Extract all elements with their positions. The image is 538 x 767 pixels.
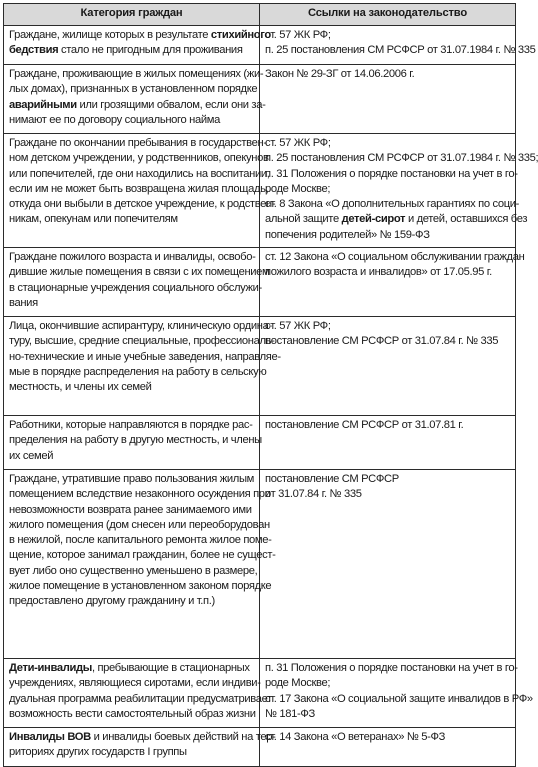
- category-line: [9, 350, 281, 365]
- text-run: возможность вести самостоятельный образ жизни: [9, 707, 256, 720]
- legislation-line: ст. 17 Закона «О социальной защите инвалидов в РФ»: [265, 692, 533, 705]
- category-line: [9, 43, 254, 58]
- category-cell: [4, 65, 266, 134]
- legislation-line: роде Москве;: [265, 677, 331, 690]
- bold-term: Дети-инвалиды: [9, 662, 92, 674]
- category-line: [9, 265, 270, 280]
- legislation-line: постановление СМ РСФСР от 31.07.84 г. № 335: [265, 335, 499, 348]
- category-line: [9, 98, 266, 113]
- housing-categories-table: [3, 3, 538, 767]
- category-line: [9, 212, 254, 227]
- text-run: вует либо оно существенно уменьшено в размере,: [9, 564, 258, 577]
- bold-term: стихийного: [210, 29, 271, 41]
- text-run: откуда они выбыли в детское учреждение, к родствен-: [9, 198, 276, 211]
- category-line: [9, 113, 254, 128]
- legislation-line: п. 25 постановления СМ РСФСР от 31.07.1984 г. № 335;: [265, 152, 538, 165]
- legislation-cell: [260, 26, 536, 65]
- legislation-line: п. 25 постановления СМ РСФСР от 31.07.1984 г. № 335: [265, 44, 536, 57]
- category-cell: [4, 26, 271, 65]
- bold-term: Инвалиды ВОВ: [9, 731, 91, 743]
- table-row: [4, 26, 516, 65]
- category-cell: [4, 728, 276, 767]
- table-row: [4, 416, 516, 470]
- category-line: [9, 472, 254, 487]
- text-run: жилое помещение в установленном законом порядке: [9, 580, 272, 593]
- legislation-cell: [260, 317, 516, 416]
- category-line: [9, 67, 264, 82]
- table-row: [4, 728, 516, 767]
- legislation-cell: [260, 248, 525, 317]
- text-run: но-технические и иные учебные заведения, направляе-: [9, 350, 281, 363]
- category-line: [9, 250, 254, 265]
- legislation-cell: [260, 470, 516, 659]
- category-line: [9, 182, 269, 197]
- text-run: Граждане по окончании пребывания в государствен-: [9, 137, 267, 149]
- legislation-line: роде Москве;: [265, 182, 331, 195]
- category-line: [9, 281, 262, 296]
- text-run: ном детском учреждении, у родственников, опекунов: [9, 152, 269, 165]
- legislation-cell: [260, 134, 538, 248]
- legislation-line: Закон № 29-ЗГ от 14.06.2006 г.: [265, 68, 415, 80]
- text-run: Граждане, жилище которых в результате: [9, 29, 211, 41]
- category-cell: [4, 659, 272, 728]
- text-run: мые в порядке распределения на работу в сельскую: [9, 365, 267, 378]
- legislation-line: № 181-ФЗ: [265, 707, 315, 720]
- text-run: в нежилой, после капитального ремонта жилое поме-: [9, 534, 272, 547]
- category-line: [9, 433, 262, 448]
- category-line: [9, 151, 269, 166]
- category-line: [9, 564, 258, 579]
- text-run: учреждениях, являющиеся сиротами, если индиви-: [9, 677, 261, 690]
- legislation-line: ст. 14 Закона «О ветеранах» № 5-ФЗ: [265, 731, 446, 743]
- table-row: [4, 65, 516, 134]
- text-run: альной защите: [265, 213, 342, 226]
- text-run: дуальная программа реабилитации предусматривает: [9, 692, 272, 705]
- category-cell: [4, 134, 276, 248]
- text-run: местность, и члены их семей: [9, 381, 152, 394]
- bold-term: детей-сирот: [341, 213, 406, 226]
- text-run: Граждане, утратившие право пользования жилым: [9, 473, 255, 485]
- text-run: Граждане пожилого возраста и инвалиды, освобо-: [9, 251, 256, 263]
- category-cell: [4, 248, 270, 317]
- text-run: если им не может быть возвращена жилая площадь,: [9, 182, 269, 195]
- legislation-line: ст. 12 Закона «О социальном обслуживании граждан: [265, 251, 525, 263]
- category-line: [9, 692, 272, 707]
- category-line: [9, 197, 276, 212]
- legislation-line: пожилого возраста и инвалидов» от 17.05.95 г.: [265, 266, 492, 279]
- text-run: Работники, которые направляются в порядке рас-: [9, 419, 253, 431]
- category-line: [9, 487, 271, 502]
- category-cell: [4, 317, 281, 416]
- category-line: [9, 418, 254, 433]
- category-line: [9, 296, 254, 311]
- category-cell: [4, 470, 276, 659]
- text-run: пределения на работу в другую местность, и члены: [9, 434, 262, 447]
- text-run: туру, высшие, средние специальные, профессиональ-: [9, 335, 275, 348]
- legislation-line: попечения родителей» № 159-ФЗ: [265, 228, 430, 241]
- legislation-cell: [260, 65, 516, 134]
- category-line: [9, 745, 254, 760]
- legislation-line: ст. 57 ЖК РФ;: [265, 320, 331, 332]
- table-row: [4, 317, 516, 416]
- legislation-line: п. 31 Положения о порядке постановки на учет в го-: [265, 167, 518, 180]
- legislation-line: ст. 8 Закона «О дополнительных гарантиях по соци-: [265, 198, 520, 211]
- text-run: нимают ее по договору социального найма: [9, 113, 220, 126]
- table-header-row: [4, 4, 516, 26]
- text-run: стало не пригодным для проживания: [58, 44, 243, 57]
- text-run: и инвалиды боевых действий на тер-: [90, 731, 276, 743]
- text-run: невозможности возврата ранее занимаемого ими: [9, 503, 252, 516]
- category-line: [9, 380, 254, 395]
- text-run: помещением вследствие незаконного осуждения при: [9, 488, 271, 501]
- category-line: [9, 28, 271, 43]
- table-row: [4, 659, 516, 728]
- category-line: [9, 449, 254, 464]
- text-run: Граждане, проживающие в жилых помещениях (жи-: [9, 68, 264, 80]
- category-line: [9, 319, 272, 334]
- text-run: их семей: [9, 449, 54, 462]
- text-run: предоставлено другому гражданину и т.п.): [9, 595, 215, 608]
- legislation-cell: [260, 659, 533, 728]
- text-run: или попечителей, где они находились на воспитании,: [9, 167, 270, 180]
- header-category: Категория граждан: [4, 4, 260, 26]
- category-line: [9, 365, 267, 380]
- bold-term: бедствия: [9, 44, 59, 57]
- legislation-line: от 31.07.84 г. № 335: [265, 488, 362, 501]
- category-line: [9, 579, 272, 594]
- category-line: [9, 676, 261, 691]
- text-run: щение, которое занимал гражданин, более не сущест-: [9, 549, 276, 562]
- text-run: дившие жилые помещения в связи с их помещением: [9, 266, 270, 279]
- category-line: [9, 533, 272, 548]
- text-run: вания: [9, 296, 38, 309]
- table-row: [4, 470, 516, 659]
- legislation-cell: [260, 728, 516, 767]
- bold-term: аварийными: [9, 98, 77, 111]
- category-line: [9, 167, 270, 182]
- legislation-line: постановление СМ РСФСР: [265, 473, 399, 485]
- legislation-line: ст. 57 ЖК РФ;: [265, 137, 331, 149]
- legislation-line: ст. 57 ЖК РФ;: [265, 29, 331, 41]
- category-line: [9, 594, 254, 609]
- text-run: риториях других государств I группы: [9, 746, 187, 759]
- text-run: Лица, окончившие аспирантуру, клиническую ордина-: [9, 320, 272, 332]
- legislation-cell: [260, 416, 516, 470]
- category-line: [9, 518, 270, 533]
- legislation-line: постановление СМ РСФСР от 31.07.81 г.: [265, 419, 464, 431]
- table-row: [4, 134, 516, 248]
- text-run: жилого помещения (дом снесен или переоборудован: [9, 518, 270, 531]
- legislation-line: п. 31 Положения о порядке постановки на учет в го-: [265, 662, 518, 674]
- category-line: [9, 707, 254, 722]
- category-line: [9, 334, 275, 349]
- category-line: [9, 82, 258, 97]
- category-line: [9, 548, 276, 563]
- text-run: лых домах), признанных в установленном порядке: [9, 83, 258, 96]
- text-run: и детей, оставшихся без: [405, 213, 528, 226]
- category-line: [9, 136, 267, 151]
- category-line: [9, 730, 276, 745]
- text-run: никам, опекунам или попечителям: [9, 213, 178, 226]
- header-legislation: Ссылки на законодательство: [260, 4, 516, 26]
- table-row: [4, 248, 516, 317]
- text-run: или грозящими обвалом, если они за-: [76, 98, 266, 111]
- category-line: [9, 503, 254, 518]
- category-line: [9, 661, 254, 676]
- text-run: в стационарные учреждения социального обслужи-: [9, 281, 262, 294]
- legislation-line: [265, 212, 528, 227]
- text-run: , пребывающие в стационарных: [91, 662, 250, 674]
- category-cell: [4, 416, 260, 470]
